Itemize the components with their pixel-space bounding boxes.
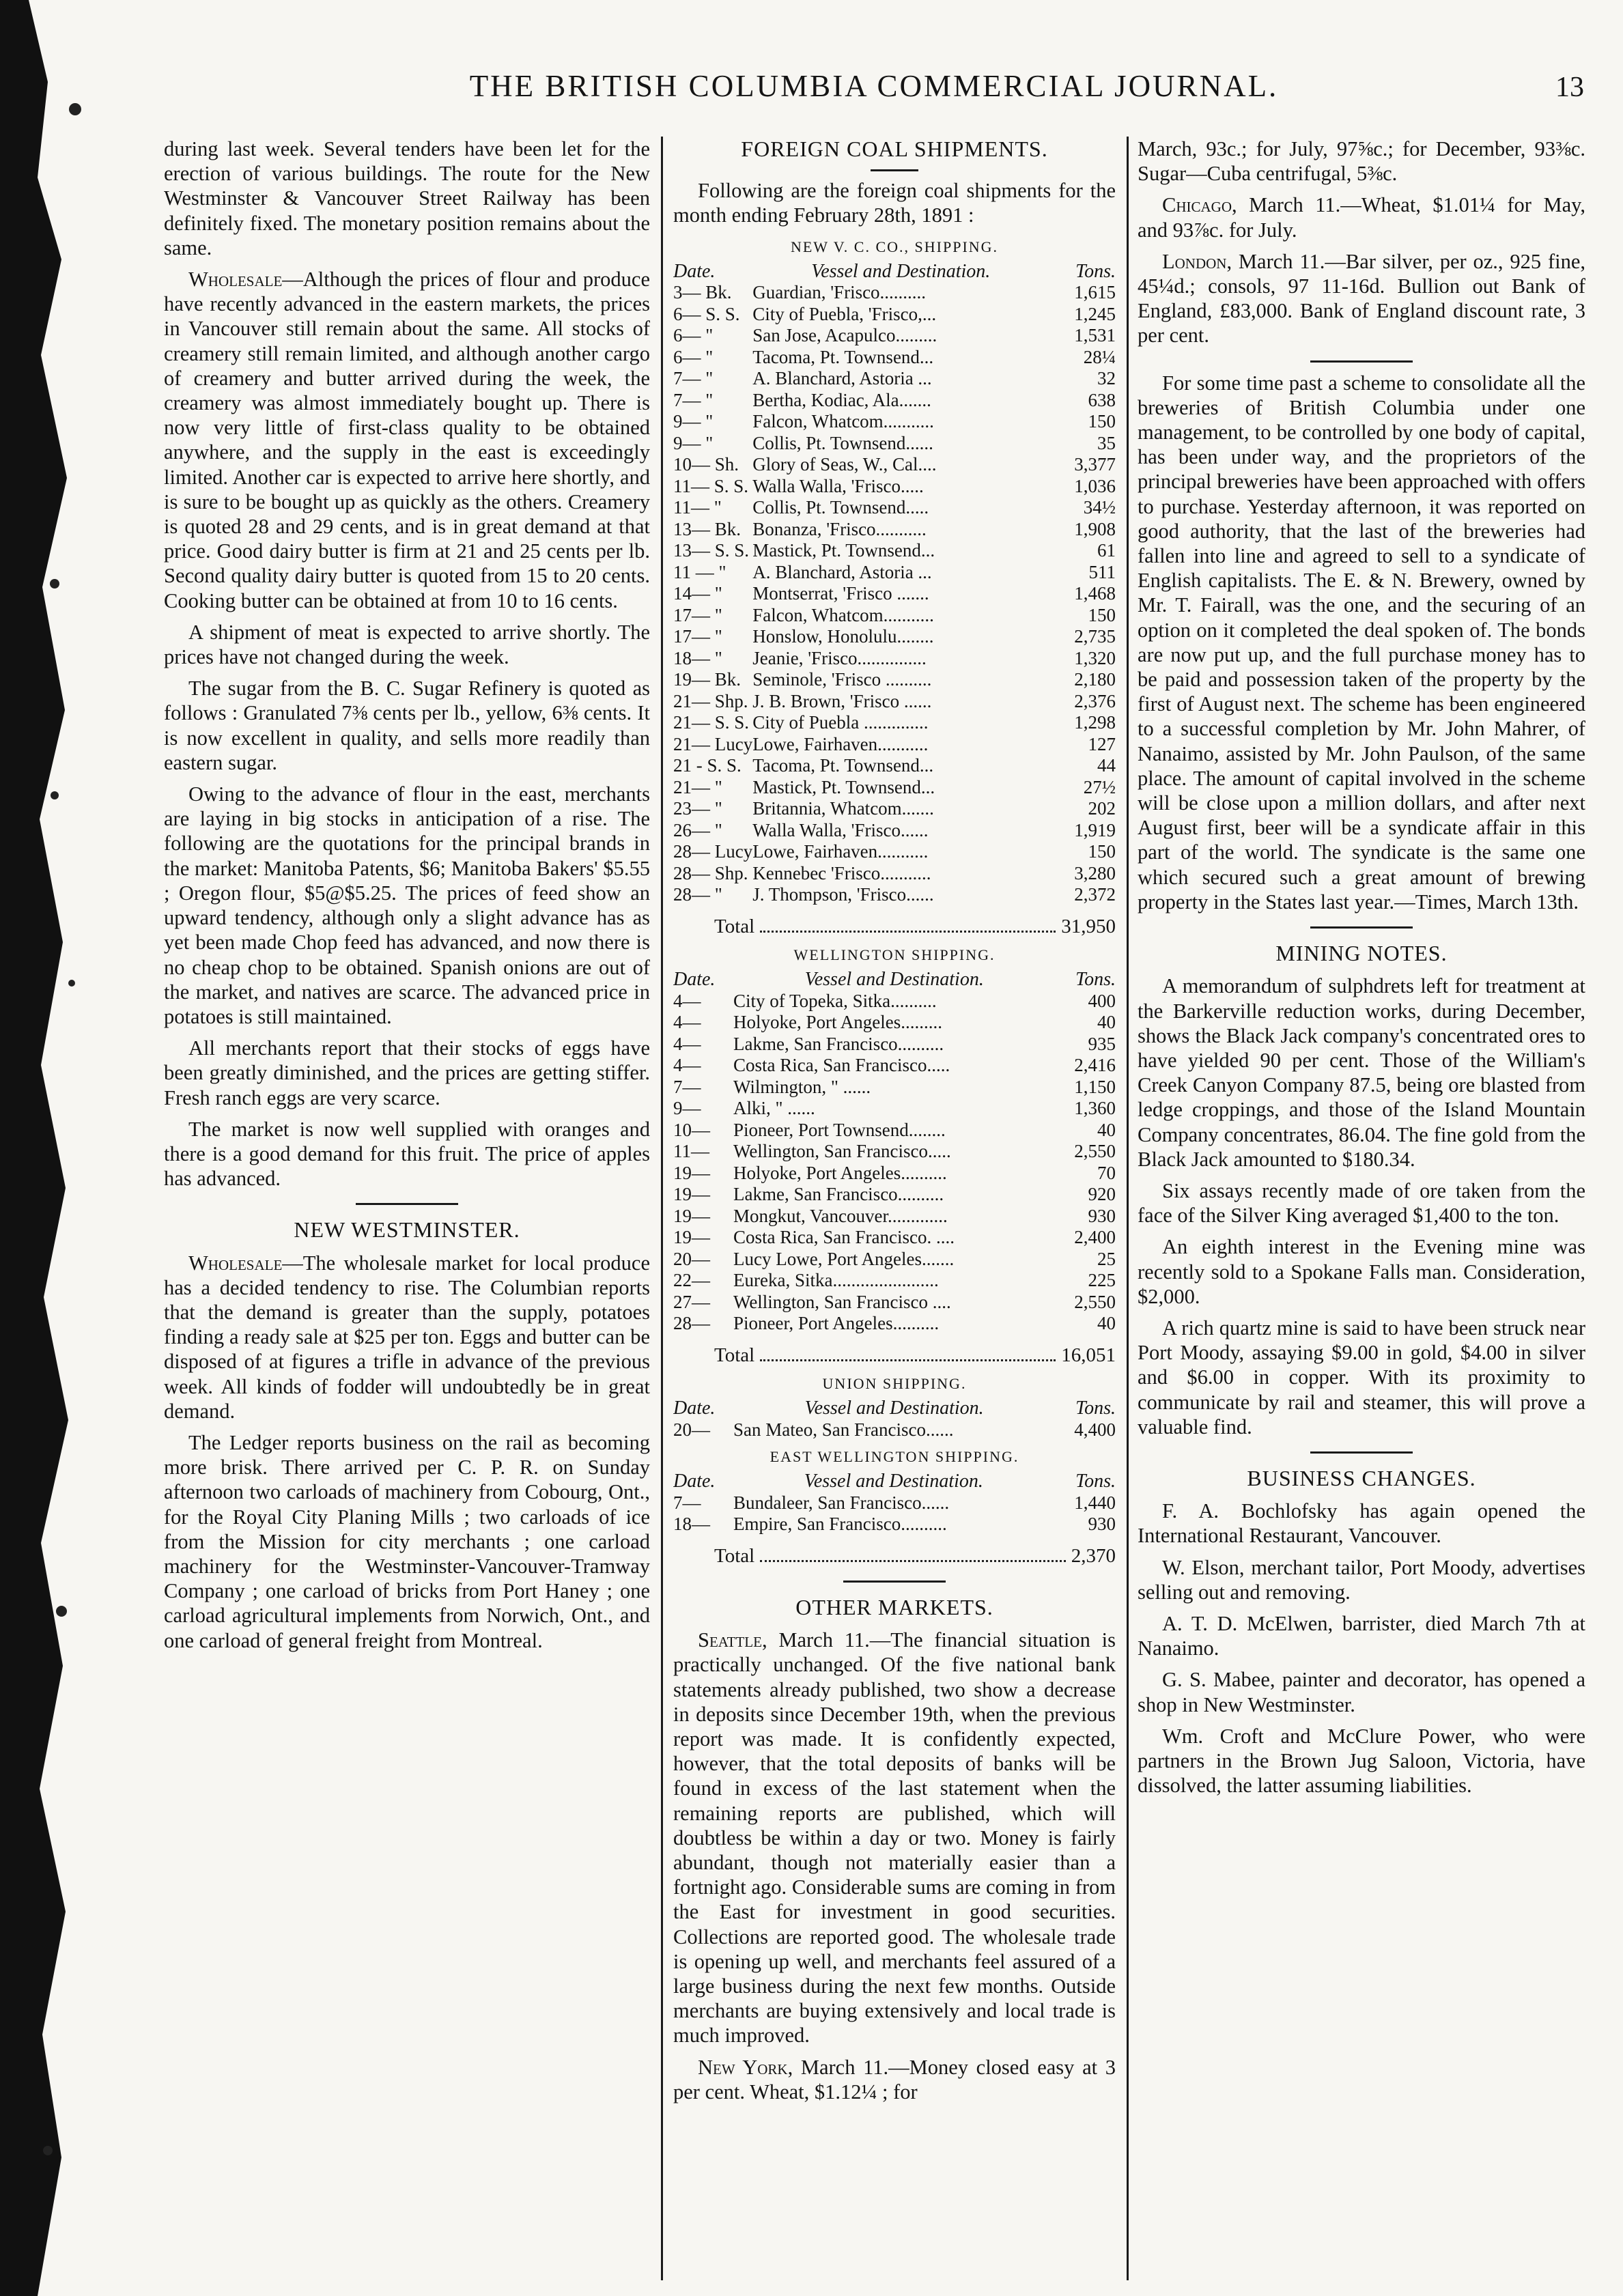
run-in-lead: Chicago — [1162, 193, 1232, 217]
col-header-tons: Tons. — [1075, 1398, 1116, 1419]
cell-vessel: Bundaleer, San Francisco...... — [733, 1492, 950, 1513]
table-subheading: NEW V. C. CO., SHIPPING. — [790, 238, 999, 255]
table-row — [673, 669, 1116, 691]
section-rule — [356, 1203, 458, 1205]
table-row — [673, 1163, 1116, 1185]
cell-vessel: Collis, Pt. Townsend...... — [752, 432, 933, 453]
cell-vessel: Collis, Pt. Townsend..... — [752, 497, 929, 518]
table-row — [673, 304, 1116, 326]
paragraph: A shipment of meat is expected to arrive shortly. The prices have not changed during the week. — [164, 620, 650, 669]
cell-tons: 1,468 — [1074, 583, 1116, 604]
cell-date: 20— — [673, 1419, 710, 1440]
paragraph: Wm. Croft and McClure Power, who were partners in the Brown Jug Saloon, Victoria, have dissolved, the latter assuming liabilities. — [1138, 1724, 1585, 1798]
cell-date: 10— Sh. — [673, 454, 739, 475]
cell-tons: 40 — [1097, 1119, 1116, 1140]
total-value: 16,051 — [1061, 1344, 1116, 1366]
col-header-date: Date. — [673, 969, 716, 991]
table-row — [673, 497, 1116, 519]
cell-date: 19— — [673, 1227, 710, 1248]
cell-date: 6— S. S. — [673, 303, 740, 324]
paragraph: during last week. Several tenders have been let for the erection of various buildings. The route for the New Westminster & Vancouver Street Railway has been definitely fixed. The monetary position remains about the same. — [164, 137, 650, 259]
cell-date: 19— — [673, 1162, 710, 1183]
cell-tons: 1,320 — [1074, 647, 1116, 668]
shipping-table — [673, 261, 1116, 906]
cell-vessel: San Jose, Acapulco......... — [752, 325, 937, 346]
cell-tons: 2,372 — [1074, 884, 1116, 905]
table-row — [673, 1120, 1116, 1142]
cell-date: 28— Shp. — [673, 862, 748, 883]
paragraph-text: , March 11.—Wheat, $1.01¼ for May, and 93⅞c. for July. — [1138, 193, 1585, 242]
section-heading: OTHER MARKETS. — [795, 1595, 993, 1620]
cell-date: 23— " — [673, 798, 722, 819]
paragraph: Owing to the advance of flour in the east, merchants are laying in big stocks in anticipation of a rise. The following are the quotations for the principal brands in the market: Manitoba Patents, $6; Manitoba Bakers' $5.55 ; Oregon flour, $5@$5.25. The prices of feed show an upward tendency, although only a slight advance has as yet been made Chop feed has advanced, and now there is no cheap chop to be obtained. Spanish onions are out of the market, and natives are scarce. The advanced price in potatoes is still maintained. — [164, 782, 650, 1028]
table-row — [673, 626, 1116, 648]
cell-date: 11— S. S. — [673, 475, 749, 496]
cell-vessel: City of Topeka, Sitka.......... — [733, 990, 937, 1011]
total-line — [673, 1544, 1116, 1568]
cell-vessel: Wellington, San Francisco..... — [733, 1141, 951, 1162]
cell-vessel: Costa Rica, San Francisco..... — [733, 1055, 950, 1076]
cell-vessel: Pioneer, Port Townsend........ — [733, 1119, 946, 1140]
cell-tons: 127 — [1088, 733, 1116, 754]
table-body — [673, 991, 1116, 1335]
cell-date: 19— Bk. — [673, 669, 742, 690]
cell-tons: 40 — [1097, 1012, 1116, 1033]
paragraph-london — [1138, 249, 1585, 348]
binding-edge — [0, 0, 102, 2296]
table-row — [673, 1419, 1116, 1441]
total-line — [673, 914, 1116, 939]
leader-dots — [760, 1343, 1056, 1361]
cell-tons: 2,735 — [1074, 626, 1116, 647]
cell-vessel: Walla Walla, 'Frisco..... — [752, 475, 924, 496]
page-number: 13 — [1555, 72, 1584, 103]
cell-date: 17— " — [673, 604, 722, 625]
paragraph-wholesale — [164, 1251, 650, 1423]
cell-date: 21— Shp. — [673, 690, 748, 711]
cell-vessel: Mastick, Pt. Townsend... — [752, 540, 935, 561]
table-row — [673, 755, 1116, 777]
cell-date: 19— — [673, 1205, 710, 1226]
cell-tons: 920 — [1088, 1184, 1116, 1205]
cell-tons: 511 — [1088, 561, 1116, 582]
paragraph-text: , March 11.—Bar silver, per oz., 925 fine, 45¼d.; consols, 97 11-16d. Bullion out Bank of England, £83,000. Bank of England discount rate, 3 per cent. — [1138, 249, 1585, 348]
cell-tons: 3,377 — [1074, 454, 1116, 475]
shipping-table — [673, 1471, 1116, 1535]
section-heading: MINING NOTES. — [1275, 941, 1448, 966]
cell-vessel: Glory of Seas, W., Cal.... — [752, 454, 937, 475]
cell-tons: 150 — [1088, 604, 1116, 625]
column-left — [164, 137, 650, 2280]
cell-date: 3— Bk. — [673, 282, 732, 303]
cell-tons: 638 — [1088, 389, 1116, 410]
section-rule — [1310, 926, 1413, 929]
cell-tons: 4,400 — [1074, 1419, 1116, 1440]
cell-date: 6— " — [673, 325, 714, 346]
paragraph: The market is now well supplied with oranges and there is a good demand for this fruit. The price of apples has advanced. — [164, 1117, 650, 1191]
run-in-lead: Wholesale — [188, 268, 283, 292]
table-subheading: WELLINGTON SHIPPING. — [793, 946, 996, 964]
cell-vessel: Holyoke, Port Angeles.......... — [733, 1162, 947, 1183]
table-row — [673, 519, 1116, 541]
running-title: THE BRITISH COLUMBIA COMMERCIAL JOURNAL. — [469, 69, 1279, 103]
cell-date: 26— " — [673, 819, 722, 840]
cell-date: 21 - S. S. — [673, 755, 742, 776]
cell-date: 9— " — [673, 411, 714, 432]
table-row — [673, 347, 1116, 369]
cell-tons: 40 — [1097, 1313, 1116, 1334]
table-row — [673, 433, 1116, 455]
table-row — [673, 1098, 1116, 1120]
col-header-vessel: Vessel and Destination. — [804, 1471, 983, 1492]
cell-date: 7— " — [673, 389, 714, 410]
cell-date: 28— Lucy — [673, 841, 753, 862]
cell-tons: 1,298 — [1074, 712, 1116, 733]
cell-vessel: Lowe, Fairhaven........... — [752, 841, 929, 862]
cell-date: 13— S. S. — [673, 540, 750, 561]
cell-vessel: Falcon, Whatcom........... — [752, 411, 934, 432]
cell-tons: 1,440 — [1074, 1492, 1116, 1513]
cell-tons: 225 — [1088, 1270, 1116, 1291]
cell-tons: 27½ — [1083, 776, 1116, 797]
cell-tons: 1,531 — [1074, 325, 1116, 346]
total-value: 2,370 — [1071, 1544, 1116, 1567]
cell-date: 10— — [673, 1119, 710, 1140]
cell-vessel: Seminole, 'Frisco .......... — [752, 669, 932, 690]
cell-vessel: Montserrat, 'Frisco ....... — [752, 583, 929, 604]
cell-date: 21— " — [673, 776, 722, 797]
cell-date: 13— Bk. — [673, 518, 742, 539]
cell-date: 17— " — [673, 626, 722, 647]
section-heading: NEW WESTMINSTER. — [294, 1217, 520, 1243]
paragraph: March, 93c.; for July, 97⅝c.; for December, 93⅜c. Sugar—Cuba centrifugal, 5⅜c. — [1138, 137, 1585, 186]
col-header-vessel: Vessel and Destination. — [811, 260, 991, 282]
paragraph: The Ledger reports business on the rail as becoming more brisk. There arrived per C. P. R. on Sunday afternoon two carloads of machinery from Cobourg, Ont., for the Royal City Planing Mills ; two carloads of ice from the Mission for city merchants ; one carload machinery for the Westminster-Vancouver-Tramway Company ; one carload of bricks from Port Haney ; one carload agricultural implements from Norwich, Ont., and one carload of general freight from Montreal. — [164, 1430, 650, 1652]
cell-vessel: City of Puebla .............. — [752, 712, 929, 733]
cell-tons: 32 — [1097, 368, 1116, 389]
cell-tons: 400 — [1088, 990, 1116, 1011]
cell-vessel: J. Thompson, 'Frisco...... — [752, 884, 934, 905]
table-row — [673, 1206, 1116, 1228]
table-row — [673, 1077, 1116, 1099]
cell-tons: 3,280 — [1074, 862, 1116, 883]
cell-date: 11— — [673, 1141, 709, 1162]
cell-tons: 2,550 — [1074, 1141, 1116, 1162]
cell-vessel: Lakme, San Francisco.......... — [733, 1184, 944, 1205]
cell-tons: 2,376 — [1074, 690, 1116, 711]
column-rule-right — [1127, 137, 1129, 2280]
cell-date: 14— " — [673, 583, 722, 604]
total-label: Total — [714, 1544, 755, 1567]
cell-tons: 70 — [1097, 1162, 1116, 1183]
cell-vessel: Alki, " ...... — [733, 1098, 815, 1119]
paragraph: All merchants report that their stocks of eggs have been greatly diminished, and the prices are getting stiffer. Fresh ranch eggs are very scarce. — [164, 1036, 650, 1109]
table-row — [673, 1012, 1116, 1034]
table-row — [673, 1034, 1116, 1055]
table-row — [673, 325, 1116, 347]
table-row — [673, 1270, 1116, 1292]
cell-vessel: City of Puebla, 'Frisco,... — [752, 303, 937, 324]
cell-date: 9— — [673, 1098, 701, 1119]
cell-vessel: Lakme, San Francisco.......... — [733, 1033, 944, 1054]
table-row — [673, 540, 1116, 562]
cell-tons: 1,036 — [1074, 475, 1116, 496]
cell-vessel: Walla Walla, 'Frisco...... — [752, 819, 929, 840]
cell-date: 21— S. S. — [673, 712, 750, 733]
cell-tons: 44 — [1097, 755, 1116, 776]
column-right — [1138, 137, 1585, 2280]
col-header-vessel: Vessel and Destination. — [804, 1398, 984, 1419]
cell-tons: 1,150 — [1074, 1076, 1116, 1097]
paragraph: G. S. Mabee, painter and decorator, has opened a shop in New Westminster. — [1138, 1668, 1585, 1716]
cell-vessel: Honslow, Honolulu........ — [752, 626, 934, 647]
table-row — [673, 282, 1116, 304]
cell-date: 4— — [673, 1055, 701, 1076]
table-row — [673, 991, 1116, 1012]
table-row — [673, 820, 1116, 842]
cell-vessel: Mongkut, Vancouver............. — [733, 1205, 948, 1226]
paragraph: Following are the foreign coal shipments for the month ending February 28th, 1891 : — [673, 179, 1116, 227]
cell-tons: 1,245 — [1074, 303, 1116, 324]
table-row — [673, 1184, 1116, 1206]
cell-date: 4— — [673, 1033, 701, 1054]
total-label: Total — [714, 915, 755, 937]
cell-date: 19— — [673, 1184, 710, 1205]
col-header-date: Date. — [673, 260, 716, 282]
section-rule — [871, 169, 918, 171]
paragraph-text: , March 11.—The financial situation is practically unchanged. Of the five national bank statements already published, two show a decrease in deposits since December 19th, when the previous report was made. It is confidently expected, however, that the total deposits of banks will be found in excess of the last statement when the remaining reports are published, which will doubtless be within a day or two. Money is fairly abundant, though not materially easier than a fortnight ago. Considerable sums are coming in from the East for investment in good securities. Collections are reported good. The wholesale trade is opening up well, and merchants feel assured of a large business during the next few months. Outside merchants are buying extensively and local trade is much improved. — [673, 1628, 1116, 2047]
cell-vessel: Eureka, Sitka....................... — [733, 1270, 939, 1291]
cell-vessel: Jeanie, 'Frisco............... — [752, 647, 927, 668]
cell-tons: 34½ — [1083, 497, 1116, 518]
table-row — [673, 390, 1116, 412]
cell-date: 28— — [673, 1313, 710, 1334]
paragraph-text: —Although the prices of flour and produce have recently advanced in the eastern markets, the prices in Vancouver still remain about the same. All stocks of creamery still remain limited, and although another cargo of creamery and butter arrived during the week, the creamery was almost immediately bought up. There is now very little of first-class quality to be obtained anywhere, and the supply in the east is exceedingly limited. Another car is expected to arrive here shortly, and is sure to be bought up as quickly as the others. Creamery is quoted 28 and 29 cents, and is in great demand at that price. Good dairy butter is firm at 21 and 25 cents per lb. Second quality dairy butter is quoted from 15 to 20 cents. Cooking butter can be obtained at from 10 to 16 cents. — [164, 268, 650, 612]
cell-vessel: Britannia, Whatcom....... — [752, 798, 934, 819]
leader-dots — [760, 914, 1056, 933]
cell-date: 18— " — [673, 647, 722, 668]
table-row — [673, 798, 1116, 820]
cell-date: 7— " — [673, 368, 714, 389]
cell-tons: 1,360 — [1074, 1098, 1116, 1119]
paragraph: The sugar from the B. C. Sugar Refinery is quoted as follows : Granulated 7⅜ cents per lb., yellow, 6⅜ cents. It is now excellent in quality, and sells more readily than eastern sugar. — [164, 677, 650, 774]
cell-vessel: Costa Rica, San Francisco. .... — [733, 1227, 955, 1248]
table-row — [673, 691, 1116, 713]
cell-date: 9— " — [673, 432, 714, 453]
cell-tons: 61 — [1097, 540, 1116, 561]
cell-vessel: Tacoma, Pt. Townsend... — [752, 346, 934, 367]
section-rule — [1310, 360, 1413, 363]
cell-date: 6— " — [673, 346, 714, 367]
shipping-table — [673, 969, 1116, 1335]
paragraph-seattle — [673, 1628, 1116, 2047]
paragraph-new-york — [673, 2055, 1116, 2104]
cell-tons: 202 — [1088, 798, 1116, 819]
total-line — [673, 1343, 1116, 1367]
cell-tons: 1,908 — [1074, 518, 1116, 539]
cell-date: 22— — [673, 1270, 710, 1291]
table-row — [673, 1227, 1116, 1249]
cell-date: 21— Lucy — [673, 733, 753, 754]
paragraph: A rich quartz mine is said to have been struck near Port Moody, assaying $9.00 in gold, $4.00 in silver and $6.00 in copper. With its proximity to communicate by rail and steamer, this will prove a valuable find. — [1138, 1316, 1585, 1438]
table-row — [673, 368, 1116, 390]
table-body — [673, 1492, 1116, 1535]
column-rule-left — [661, 137, 663, 2280]
cell-vessel: Falcon, Whatcom........... — [752, 604, 934, 625]
section-heading: FOREIGN COAL SHIPMENTS. — [741, 137, 1048, 161]
table-body — [673, 1419, 1116, 1441]
paragraph: A. T. D. McElwen, barrister, died March 7th at Nanaimo. — [1138, 1611, 1585, 1660]
cell-vessel: A. Blanchard, Astoria ... — [752, 561, 932, 582]
run-in-lead: New York — [698, 2055, 788, 2079]
paragraph-text: , March 11.—Money closed easy at 3 per cent. Wheat, $1.12¼ ; for — [673, 2055, 1116, 2103]
total-label: Total — [714, 1344, 755, 1366]
col-header-tons: Tons. — [1075, 1471, 1116, 1492]
table-row — [673, 454, 1116, 476]
paragraph: Six assays recently made of ore taken from the face of the Silver King averaged $1,400 to the ton. — [1138, 1178, 1585, 1228]
cell-vessel: San Mateo, San Francisco...... — [733, 1419, 954, 1440]
table-subheading: EAST WELLINGTON SHIPPING. — [770, 1448, 1019, 1466]
cell-date: 7— — [673, 1076, 701, 1097]
section-rule — [843, 1581, 946, 1583]
table-row — [673, 1055, 1116, 1077]
paragraph: A memorandum of sulphdrets left for treatment at the Barkerville reduction works, during December, shows the Black Jack company's concentrated ores to have yielded 90 per cent. Those of the William's Creek Canyon Company 87.5, being ore blasted from ledge croppings, and those of the Island Mountain Company concentrates, 86.04. The fine gold from the Black Jack amounted to $180.34. — [1138, 974, 1585, 1171]
table-body — [673, 282, 1116, 906]
table-subheading: UNION SHIPPING. — [822, 1374, 967, 1392]
table-row — [673, 605, 1116, 627]
cell-tons: 1,615 — [1074, 282, 1116, 303]
paragraph-chicago — [1138, 193, 1585, 242]
paragraph-text: —The wholesale market for local produce has a decided tendency to rise. The Columbian reports that the demand is greater than the supply, potatoes finding a ready sale at $25 per ton. Eggs and butter can be disposed of at figures a trifle in advance of the previous week. All kinds of fodder will undoubtedly be in great demand. — [164, 1251, 650, 1423]
cell-tons: 930 — [1088, 1205, 1116, 1226]
table-row — [673, 1141, 1116, 1163]
table-row — [673, 712, 1116, 734]
cell-date: 7— — [673, 1492, 701, 1513]
table-row — [673, 562, 1116, 584]
table-row — [673, 1514, 1116, 1535]
cell-date: 27— — [673, 1291, 710, 1312]
paragraph-breweries: For some time past a scheme to consolidate all the breweries of British Columbia under one management, to be controlled by one body of capital, has been under way, and the proprietors of the principal breweries have been approached with offers to purchase. Yesterday afternoon, it was reported on good authority, that the last of the breweries had fallen into line and agreed to sell to a syndicate of English capitalists. The E. & N. Brewery, owned by Mr. T. Fairall, was the one, and the securing of an option on it completed the deal spoken of. The bonds are now put up, and the full purchase money has to be paid and possession taken of the property by the first of August next. The scheme has been engineered to a successful completion by Mr. John Mahrer, of Nanaimo, assisted by Mr. John Paulson, of the same place. The amount of capital involved in the scheme will be close upon a million dollars, and after next August first, beer will be a syndicate affair in this part of the world. The syndicate is the same one which secured such a great amount of brewing property in the States last year.—Times, March 13th. — [1138, 371, 1585, 913]
run-in-lead: London — [1162, 249, 1227, 273]
leader-dots — [760, 1544, 1066, 1562]
cell-tons: 2,550 — [1074, 1291, 1116, 1312]
cell-vessel: Wellington, San Francisco .... — [733, 1291, 951, 1312]
cell-vessel: Pioneer, Port Angeles.......... — [733, 1313, 940, 1334]
cell-date: 4— — [673, 1012, 701, 1033]
cell-tons: 935 — [1088, 1033, 1116, 1054]
table-row — [673, 411, 1116, 433]
cell-tons: 150 — [1088, 411, 1116, 432]
cell-vessel: Empire, San Francisco.......... — [733, 1514, 947, 1535]
col-header-tons: Tons. — [1075, 969, 1116, 991]
table-row — [673, 1313, 1116, 1335]
col-header-date: Date. — [673, 1398, 716, 1419]
table-row — [673, 1249, 1116, 1271]
cell-vessel: A. Blanchard, Astoria ... — [752, 368, 932, 389]
table-row — [673, 1492, 1116, 1514]
table-row — [673, 583, 1116, 605]
cell-vessel: Kennebec 'Frisco........... — [752, 862, 931, 883]
cell-date: 18— — [673, 1514, 710, 1535]
cell-tons: 1,919 — [1074, 819, 1116, 840]
cell-tons: 150 — [1088, 841, 1116, 862]
paragraph-wholesale — [164, 267, 650, 613]
run-in-lead: Wholesale — [188, 1251, 283, 1275]
cell-tons: 2,416 — [1074, 1055, 1116, 1076]
cell-vessel: Wilmington, " ...... — [733, 1076, 871, 1097]
col-header-date: Date. — [673, 1471, 716, 1492]
cell-date: 4— — [673, 990, 701, 1011]
paragraph: W. Elson, merchant tailor, Port Moody, advertises selling out and removing. — [1138, 1555, 1585, 1604]
table-row — [673, 1292, 1116, 1314]
cell-vessel: Tacoma, Pt. Townsend... — [752, 755, 934, 776]
cell-tons: 28¼ — [1083, 346, 1116, 367]
paragraph: F. A. Bochlofsky has again opened the International Restaurant, Vancouver. — [1138, 1499, 1585, 1548]
table-row — [673, 734, 1116, 756]
cell-date: 28— " — [673, 884, 722, 905]
cell-tons: 2,400 — [1074, 1227, 1116, 1248]
cell-date: 11 — " — [673, 561, 726, 582]
table-row — [673, 648, 1116, 670]
shipping-table — [673, 1398, 1116, 1441]
section-rule — [1310, 1451, 1413, 1454]
cell-tons: 35 — [1097, 432, 1116, 453]
cell-tons: 2,180 — [1074, 669, 1116, 690]
col-header-tons: Tons. — [1075, 260, 1116, 282]
cell-vessel: Holyoke, Port Angeles......... — [733, 1012, 942, 1033]
table-row — [673, 884, 1116, 906]
cell-vessel: Mastick, Pt. Townsend... — [752, 776, 935, 797]
run-in-lead: Seattle — [698, 1628, 762, 1652]
cell-vessel: Bonanza, 'Frisco........... — [752, 518, 927, 539]
cell-date: 20— — [673, 1248, 710, 1269]
section-heading: BUSINESS CHANGES. — [1247, 1465, 1476, 1490]
page-header — [164, 56, 1584, 104]
cell-vessel: Lowe, Fairhaven........... — [752, 733, 929, 754]
cell-vessel: J. B. Brown, 'Frisco ...... — [752, 690, 932, 711]
cell-vessel: Bertha, Kodiac, Ala....... — [752, 389, 931, 410]
table-row — [673, 476, 1116, 498]
col-header-vessel: Vessel and Destination. — [804, 969, 984, 991]
cell-vessel: Lucy Lowe, Port Angeles....... — [733, 1248, 955, 1269]
cell-vessel: Guardian, 'Frisco.......... — [752, 282, 927, 303]
paragraph: An eighth interest in the Evening mine was recently sold to a Spokane Falls man. Consideration, $2,000. — [1138, 1235, 1585, 1308]
cell-tons: 930 — [1088, 1514, 1116, 1535]
table-row — [673, 777, 1116, 799]
table-row — [673, 863, 1116, 885]
table-row — [673, 841, 1116, 863]
column-middle — [673, 137, 1116, 2280]
cell-date: 11— " — [673, 497, 722, 518]
total-value: 31,950 — [1061, 915, 1116, 937]
cell-tons: 25 — [1097, 1248, 1116, 1269]
